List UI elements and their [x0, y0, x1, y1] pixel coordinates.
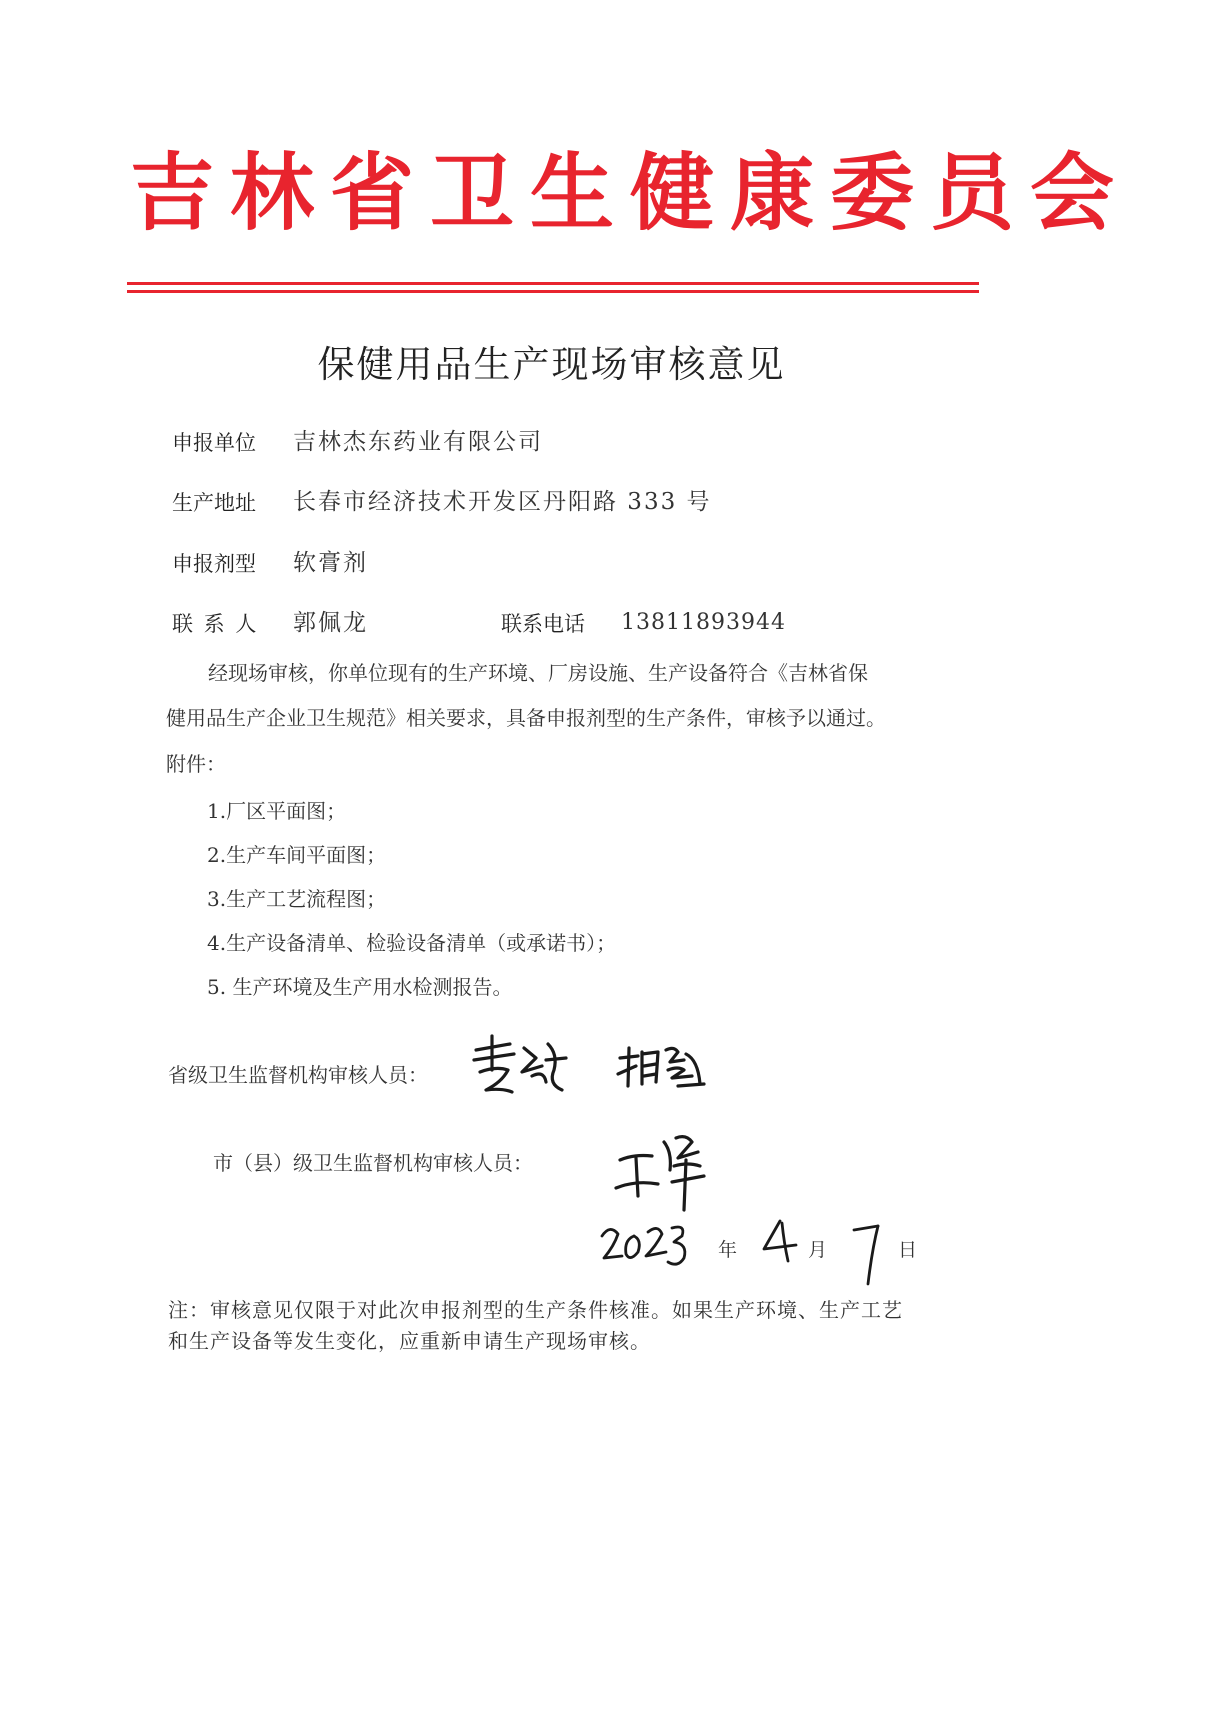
- address-label: 生产地址: [172, 491, 256, 515]
- date-day-handwritten: [848, 1220, 888, 1290]
- body-paragraph-line-2: 健用品生产企业卫生规范》相关要求，具备申报剂型的生产条件，审核予以通过。: [166, 706, 886, 730]
- date-month-unit: 月: [808, 1239, 828, 1261]
- address-value: 长春市经济技术开发区丹阳路 333 号: [293, 489, 712, 515]
- attachment-item: 1.厂区平面图；: [207, 799, 347, 823]
- date-year-handwritten: [598, 1218, 693, 1276]
- document-title: 保健用品生产现场审核意见: [317, 343, 786, 386]
- signature-city: [612, 1130, 722, 1220]
- note-line-2: 和生产设备等发生变化，应重新申请生产现场审核。: [168, 1329, 651, 1353]
- note-line-1: 注：审核意见仅限于对此次申报剂型的生产条件核准。如果生产环境、生产工艺: [168, 1298, 903, 1322]
- date-month-handwritten: [758, 1215, 802, 1267]
- attachment-item: 2.生产车间平面图；: [207, 843, 387, 867]
- date-year-unit: 年: [718, 1239, 738, 1261]
- signature-provincial-1: [462, 1030, 572, 1100]
- attachment-item: 4.生产设备清单、检验设备清单（或承诺书）；: [207, 931, 617, 955]
- attachment-item: 3.生产工艺流程图；: [207, 887, 387, 911]
- letterhead-rule-bottom: [127, 290, 979, 293]
- body-paragraph-line-1: 经现场审核，你单位现有的生产环境、厂房设施、生产设备符合《吉林省保: [208, 661, 868, 685]
- letterhead-issuer: 吉林省卫生健康委员会: [130, 144, 1131, 242]
- signature-provincial-2: [612, 1040, 707, 1095]
- provincial-reviewer-label: 省级卫生监督机构审核人员：: [168, 1063, 428, 1087]
- phone-value: 13811893944: [621, 610, 786, 635]
- date-day-unit: 日: [898, 1239, 918, 1261]
- contact-label: 联 系 人: [172, 612, 259, 636]
- form-value: 软膏剂: [293, 550, 368, 576]
- phone-label: 联系电话: [501, 612, 585, 636]
- attachments-heading: 附件：: [166, 752, 226, 776]
- form-label: 申报剂型: [172, 552, 256, 576]
- letterhead-rule-top: [127, 282, 979, 285]
- contact-value: 郭佩龙: [293, 610, 368, 636]
- applicant-label: 申报单位: [172, 431, 256, 455]
- applicant-value: 吉林杰东药业有限公司: [293, 429, 543, 455]
- city-reviewer-label: 市（县）级卫生监督机构审核人员：: [213, 1151, 533, 1175]
- attachment-item: 5. 生产环境及生产用水检测报告。: [207, 975, 513, 999]
